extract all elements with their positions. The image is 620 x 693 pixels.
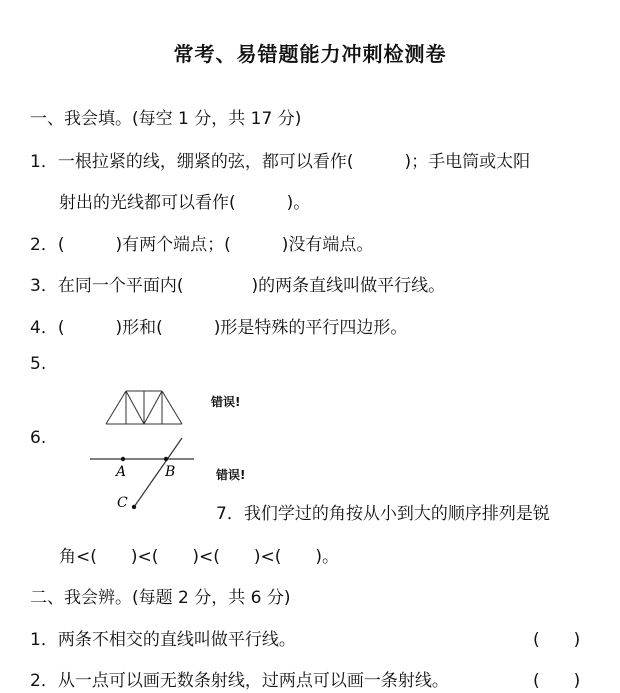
question-7-line-1: 7．我们学过的角按从小到大的顺序排列是锐 [216,504,550,524]
section2-heading: 二、我会辨。(每题 2 分，共 6 分) [30,588,291,608]
label-b: B [165,464,176,480]
section1-heading: 一、我会填。(每空 1 分，共 17 分) [30,109,302,129]
question-2: 2．( )有两个端点；( )没有端点。 [30,235,374,255]
question-1-line-1: 1．一根拉紧的线，绷紧的弦，都可以看作( )；手电筒或太阳 [30,152,531,172]
question-6-number: 6. [30,428,47,448]
question-4: 4．( )形和( )形是特殊的平行四边形。 [30,318,408,338]
error-label-2: 错误! [216,468,246,482]
point-b [164,457,168,461]
label-a: A [116,464,127,480]
point-c [132,505,136,509]
point-a [121,457,125,461]
question-3: 3．在同一个平面内( )的两条直线叫做平行线。 [30,276,446,296]
judge-question-1: 1．两条不相交的直线叫做平行线。 [30,630,296,650]
question-5-number: 5. [30,354,47,374]
question-7-line-2: 角<( )<( )<( )<( )。 [59,547,340,567]
truss-figure [104,386,184,428]
answer-blank-2[interactable]: ( ) [533,671,581,691]
answer-blank-1[interactable]: ( ) [533,630,581,650]
judge-question-2: 2．从一点可以画无数条射线，过两点可以画一条射线。 [30,671,449,691]
question-1-line-2: 射出的光线都可以看作( )。 [59,193,311,213]
error-label-1: 错误! [211,395,241,409]
label-c: C [117,495,128,511]
page-title: 常考、易错题能力冲刺检测卷 [173,42,447,66]
line-ray-figure [86,436,198,516]
